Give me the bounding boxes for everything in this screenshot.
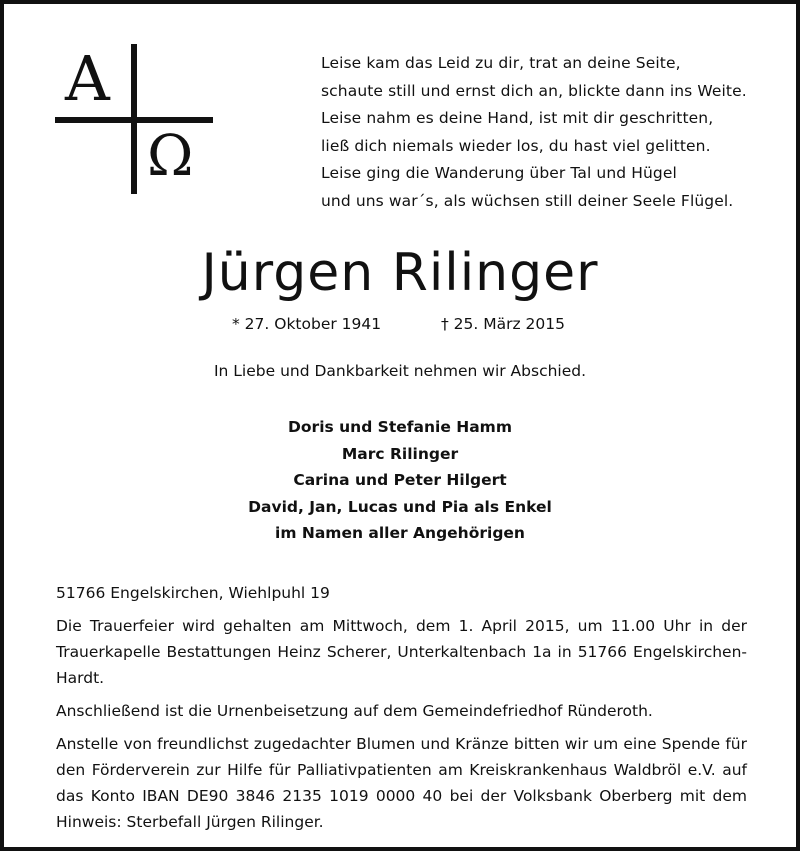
death-date: † 25. März 2015 bbox=[441, 315, 566, 333]
poem-line: ließ dich niemals wieder los, du hast viel gelitten. bbox=[321, 136, 711, 155]
donation-paragraph: Anstelle von freundlichst zugedachter Blumen und Kränze bitten wir um eine Spende für den Förderverein zur Hilfe für Palliativpatienten am Kreiskrankenhaus Waldbröl e.V. auf das Konto IBAN DE90 3846 2135 1019 0000 40 bei der Volksbank Oberberg mit dem Hinweis: Sterbefall Jürgen Rilinger. bbox=[56, 735, 747, 831]
poem-line: und uns war´s, als wüchsen still deiner Seele Flügel. bbox=[321, 191, 734, 210]
farewell-line: In Liebe und Dankbarkeit nehmen wir Abschied. bbox=[213, 362, 587, 380]
poem bbox=[321, 50, 761, 215]
birth-date: * 27. Oktober 1941 bbox=[232, 315, 382, 333]
poem-line: Leise nahm es deine Hand, ist mit dir geschritten, bbox=[321, 109, 714, 127]
omega-letter: Ω bbox=[147, 124, 194, 189]
deceased-name: Jürgen Rilinger bbox=[201, 243, 599, 303]
poem-line: schaute still und ernst dich an, blickte dann ins Weite. bbox=[321, 81, 747, 100]
funeral-service-paragraph: Die Trauerfeier wird gehalten am Mittwoch, dem 1. April 2015, um 11.00 Uhr in der Trauerkapelle Bestattungen Heinz Scherer, Unterkaltenbach 1a in 51766 Engelskirchen-Hardt. bbox=[56, 617, 747, 687]
mourner-line: Doris und Stefanie Hamm bbox=[288, 418, 512, 436]
burial-paragraph: Anschließend ist die Urnenbeisetzung auf dem Gemeindefriedhof Ründeroth. bbox=[56, 702, 653, 720]
poem-line: Leise ging die Wanderung über Tal und Hügel bbox=[321, 164, 677, 182]
alpha-omega-cross-emblem bbox=[55, 44, 215, 194]
cross-horizontal-bar bbox=[55, 117, 213, 123]
poem-line: Leise kam das Leid zu dir, trat an deine Seite, bbox=[321, 54, 681, 72]
funeral-information bbox=[56, 580, 747, 842]
alpha-letter: A bbox=[65, 42, 110, 115]
family-address: 51766 Engelskirchen, Wiehlpuhl 19 bbox=[56, 584, 330, 602]
mourners-list bbox=[0, 414, 800, 547]
mourner-line: Marc Rilinger bbox=[341, 444, 459, 463]
mourner-line: David, Jan, Lucas und Pia als Enkel bbox=[248, 497, 552, 516]
mourner-line: im Namen aller Angehörigen bbox=[275, 524, 525, 542]
mourner-line: Carina und Peter Hilgert bbox=[293, 471, 507, 489]
